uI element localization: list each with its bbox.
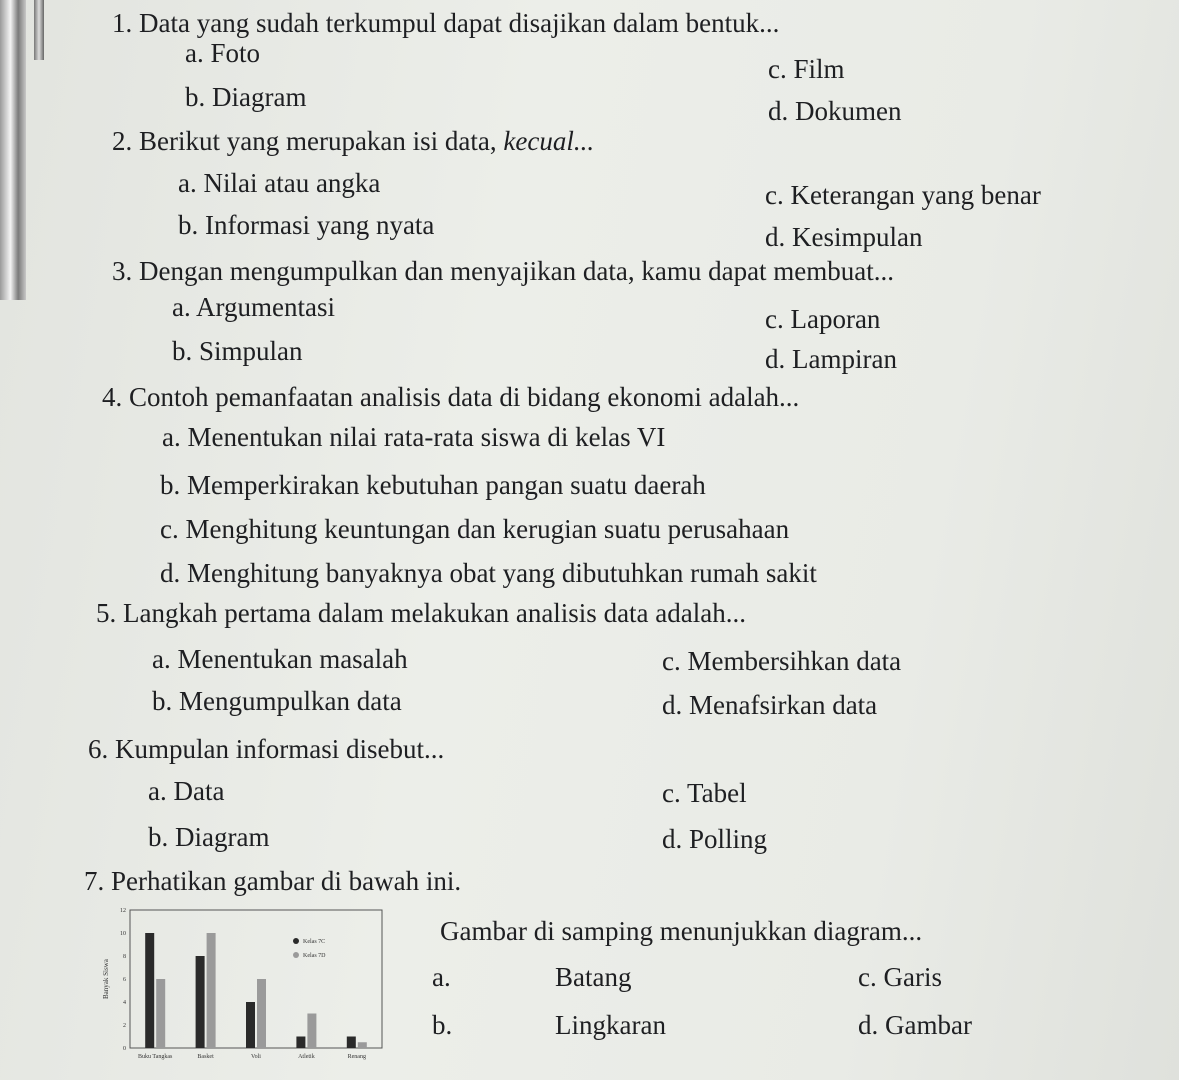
x-tick-label: Atletik xyxy=(298,1054,315,1060)
y-tick-label: 10 xyxy=(120,931,126,937)
bar-series-a xyxy=(145,933,154,1048)
question-2-italic: kecual... xyxy=(503,126,595,156)
y-tick-label: 2 xyxy=(123,1023,126,1029)
q7-option-d[interactable] xyxy=(858,1010,972,1040)
q4-option-b[interactable]: b. Memperkirakan kebutuhan pangan suatu daerah xyxy=(160,470,706,500)
question-6: 6. Kumpulan informasi disebut... xyxy=(88,734,445,764)
legend-marker xyxy=(293,952,299,958)
bar-series-b xyxy=(156,979,165,1048)
bar-series-b xyxy=(358,1042,367,1048)
x-tick-label: Buku Tangkas xyxy=(138,1054,173,1060)
q2-option-d[interactable]: d. Kesimpulan xyxy=(765,222,923,252)
q3-option-a[interactable]: a. Argumentasi xyxy=(172,292,335,322)
question-5: 5. Langkah pertama dalam melakukan analisis data adalah... xyxy=(96,598,746,628)
q7-option-a-label[interactable]: Batang xyxy=(555,962,632,992)
q3-option-b[interactable]: b. Simpulan xyxy=(172,336,303,366)
bar-series-b xyxy=(257,979,266,1048)
bar-series-b xyxy=(207,933,216,1048)
binder-edge xyxy=(34,0,44,60)
q7-option-b-label[interactable]: Lingkaran xyxy=(555,1010,666,1040)
bar-series-b xyxy=(307,1014,316,1049)
q6-option-d[interactable]: d. Polling xyxy=(662,824,768,854)
y-tick-label: 0 xyxy=(123,1046,126,1052)
q2-option-b[interactable]: b. Informasi yang nyata xyxy=(178,210,435,240)
y-tick-label: 8 xyxy=(123,954,126,960)
q1-option-a[interactable]: a. Foto xyxy=(185,38,261,68)
legend-label: Kelas 7D xyxy=(303,953,326,959)
q1-option-d[interactable]: d. Dokumen xyxy=(768,96,902,126)
y-tick-label: 4 xyxy=(123,1000,126,1006)
q5-option-b[interactable]: b. Mengumpulkan data xyxy=(152,686,402,716)
q6-option-c[interactable]: c. Tabel xyxy=(662,778,747,808)
bar-series-a xyxy=(246,1002,255,1048)
legend-marker xyxy=(293,938,299,944)
binder-clip xyxy=(0,0,26,300)
y-tick-label: 6 xyxy=(123,977,126,983)
question-7-prompt: Gambar di samping menunjukkan diagram... xyxy=(440,916,923,946)
y-axis-label: Banyak Siswa xyxy=(102,959,110,999)
q2-option-c[interactable]: c. Keterangan yang benar xyxy=(765,180,1041,210)
x-tick-label: Basket xyxy=(197,1054,214,1060)
q7-option-d-label: Gambar xyxy=(885,1010,972,1040)
x-tick-label: Voli xyxy=(251,1054,261,1060)
q4-option-c[interactable]: c. Menghitung keuntungan dan kerugian suatu perusahaan xyxy=(160,514,790,544)
q6-option-a[interactable]: a. Data xyxy=(148,776,225,806)
q5-option-d[interactable]: d. Menafsirkan data xyxy=(662,690,878,720)
q7-option-c-letter: c. xyxy=(858,962,877,992)
x-tick-label: Renang xyxy=(347,1054,366,1060)
bar-chart xyxy=(100,905,400,1075)
bar-series-a xyxy=(196,956,205,1048)
q7-option-c[interactable] xyxy=(858,962,942,992)
chart-legend xyxy=(293,938,326,959)
question-4: 4. Contoh pemanfaatan analisis data di bidang ekonomi adalah... xyxy=(102,382,800,412)
y-tick-label: 12 xyxy=(120,908,126,914)
question-2-text: 2. Berikut yang merupakan isi data, xyxy=(112,126,504,156)
q2-option-a[interactable]: a. Nilai atau angka xyxy=(178,168,381,198)
question-3: 3. Dengan mengumpulkan dan menyajikan data, kamu dapat membuat... xyxy=(112,256,895,286)
bar-series-a xyxy=(296,1037,305,1049)
q7-option-c-label: Garis xyxy=(883,962,942,992)
q7-option-d-letter: d. xyxy=(858,1010,879,1040)
q4-option-d[interactable]: d. Menghitung banyaknya obat yang dibutuhkan rumah sakit xyxy=(160,558,817,588)
q7-option-a-letter[interactable]: a. xyxy=(432,962,451,992)
question-1: 1. Data yang sudah terkumpul dapat disajikan dalam bentuk... xyxy=(112,8,780,38)
q1-option-b[interactable]: b. Diagram xyxy=(185,82,307,112)
q6-option-b[interactable]: b. Diagram xyxy=(148,822,270,852)
q5-option-c[interactable]: c. Membersihkan data xyxy=(662,646,902,676)
question-7: 7. Perhatikan gambar di bawah ini. xyxy=(84,866,462,896)
q7-option-b-letter[interactable]: b. xyxy=(432,1010,453,1040)
q1-option-c[interactable]: c. Film xyxy=(768,54,845,84)
q5-option-a[interactable]: a. Menentukan masalah xyxy=(152,644,408,674)
q4-option-a[interactable]: a. Menentukan nilai rata-rata siswa di kelas VI xyxy=(162,422,666,452)
chart-marks xyxy=(102,908,367,1060)
bar-series-a xyxy=(347,1037,356,1049)
q3-option-d[interactable]: d. Lampiran xyxy=(765,344,897,374)
q3-option-c[interactable]: c. Laporan xyxy=(765,304,881,334)
question-2 xyxy=(112,126,594,156)
legend-label: Kelas 7C xyxy=(303,939,326,945)
plot-frame xyxy=(130,910,382,1048)
